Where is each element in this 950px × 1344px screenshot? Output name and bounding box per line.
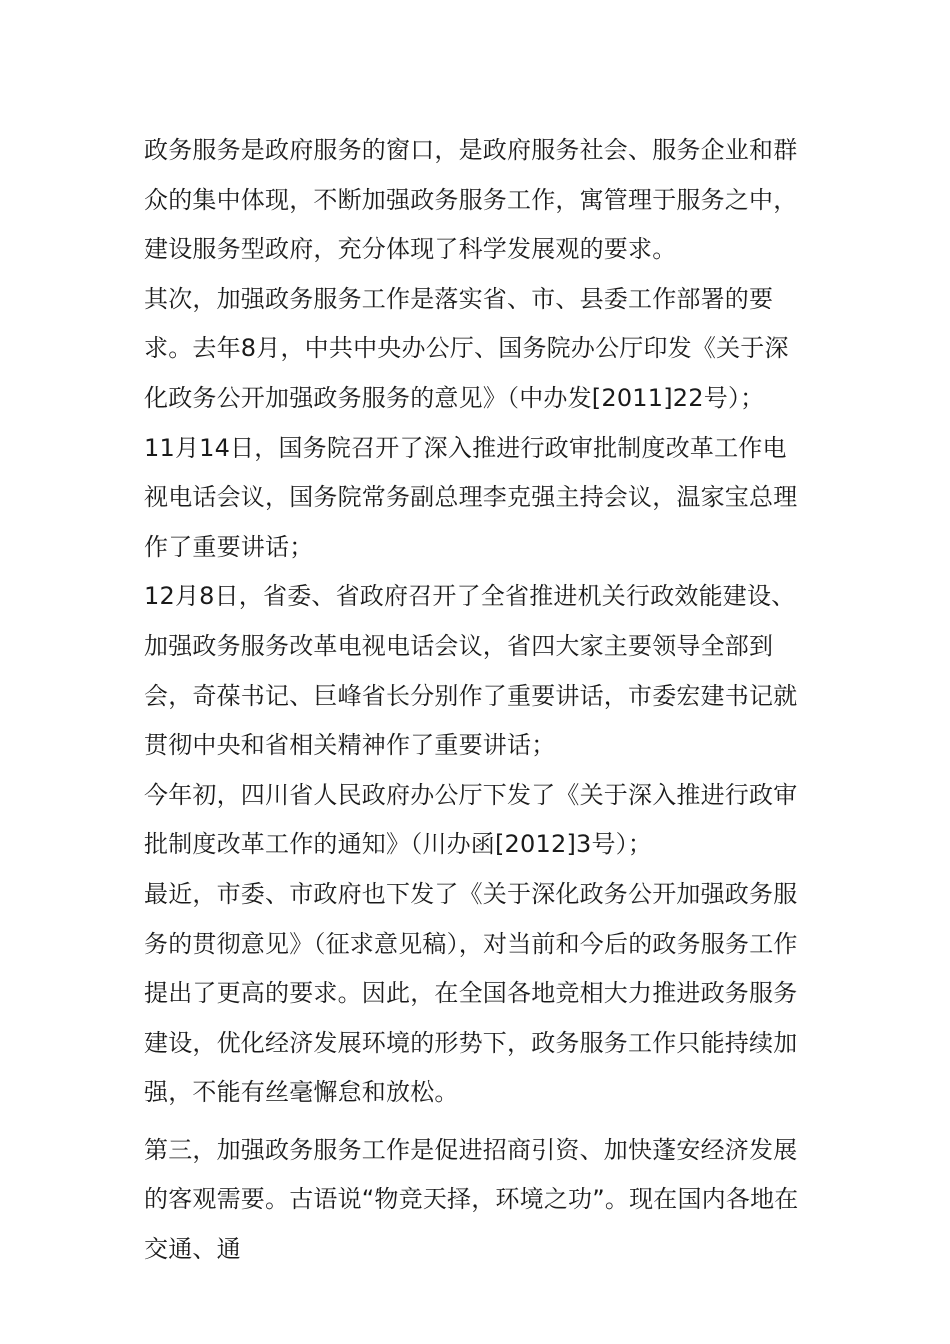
- paragraph-recent-opinions: 最近，市委、市政府也下发了《关于深化政务公开加强政务服务的贯彻意见》（征求意见稿），对当前和今后的政务服务工作提出了更高的要求。因此，在全国各地竞相大力推进政务服务建设，优化经济发展环境的形势下，政务服务工作只能持续加强，不能有丝毫懈怠和放松。: [144, 879, 798, 1107]
- paragraph-sichuan-notice: 今年初，四川省人民政府办公厅下发了《关于深入推进行政审批制度改革工作的通知》（川办函[2012]3号）；: [144, 780, 798, 859]
- paragraph-third-requirement: 第三，加强政务服务工作是促进招商引资、加快蓬安经济发展的客观需要。古语说“物竞天择，环境之功”。现在国内各地在交通、通: [144, 1135, 799, 1264]
- paragraph-nov-14-meeting: 11月14日，国务院召开了深入推进行政审批制度改革工作电视电话会议，国务院常务副总理李克强主持会议，温家宝总理作了重要讲话；: [144, 433, 798, 561]
- paragraph-service-window: 政务服务是政府服务的窗口，是政府服务社会、服务企业和群众的集中体现，不断加强政务服务工作，寓管理于服务之中，建设服务型政府，充分体现了科学发展观的要求。: [144, 136, 798, 264]
- paragraph-dec-8-meeting: 12月8日，省委、省政府召开了全省推进机关行政效能建设、加强政务服务改革电视电话会议，省四大家主要领导全部到会，奇葆书记、巨峰省长分别作了重要讲话，市委宏建书记就贯彻中央和省相关精神作了重要讲话；: [144, 582, 798, 760]
- document-body: [144, 126, 806, 1275]
- paragraph-second-requirement: 其次，加强政务服务工作是落实省、市、县委工作部署的要求。去年8月，中共中央办公厅、国务院办公厅印发《关于深化政务公开加强政务服务的意见》（中办发[2011]22号）；: [144, 284, 789, 412]
